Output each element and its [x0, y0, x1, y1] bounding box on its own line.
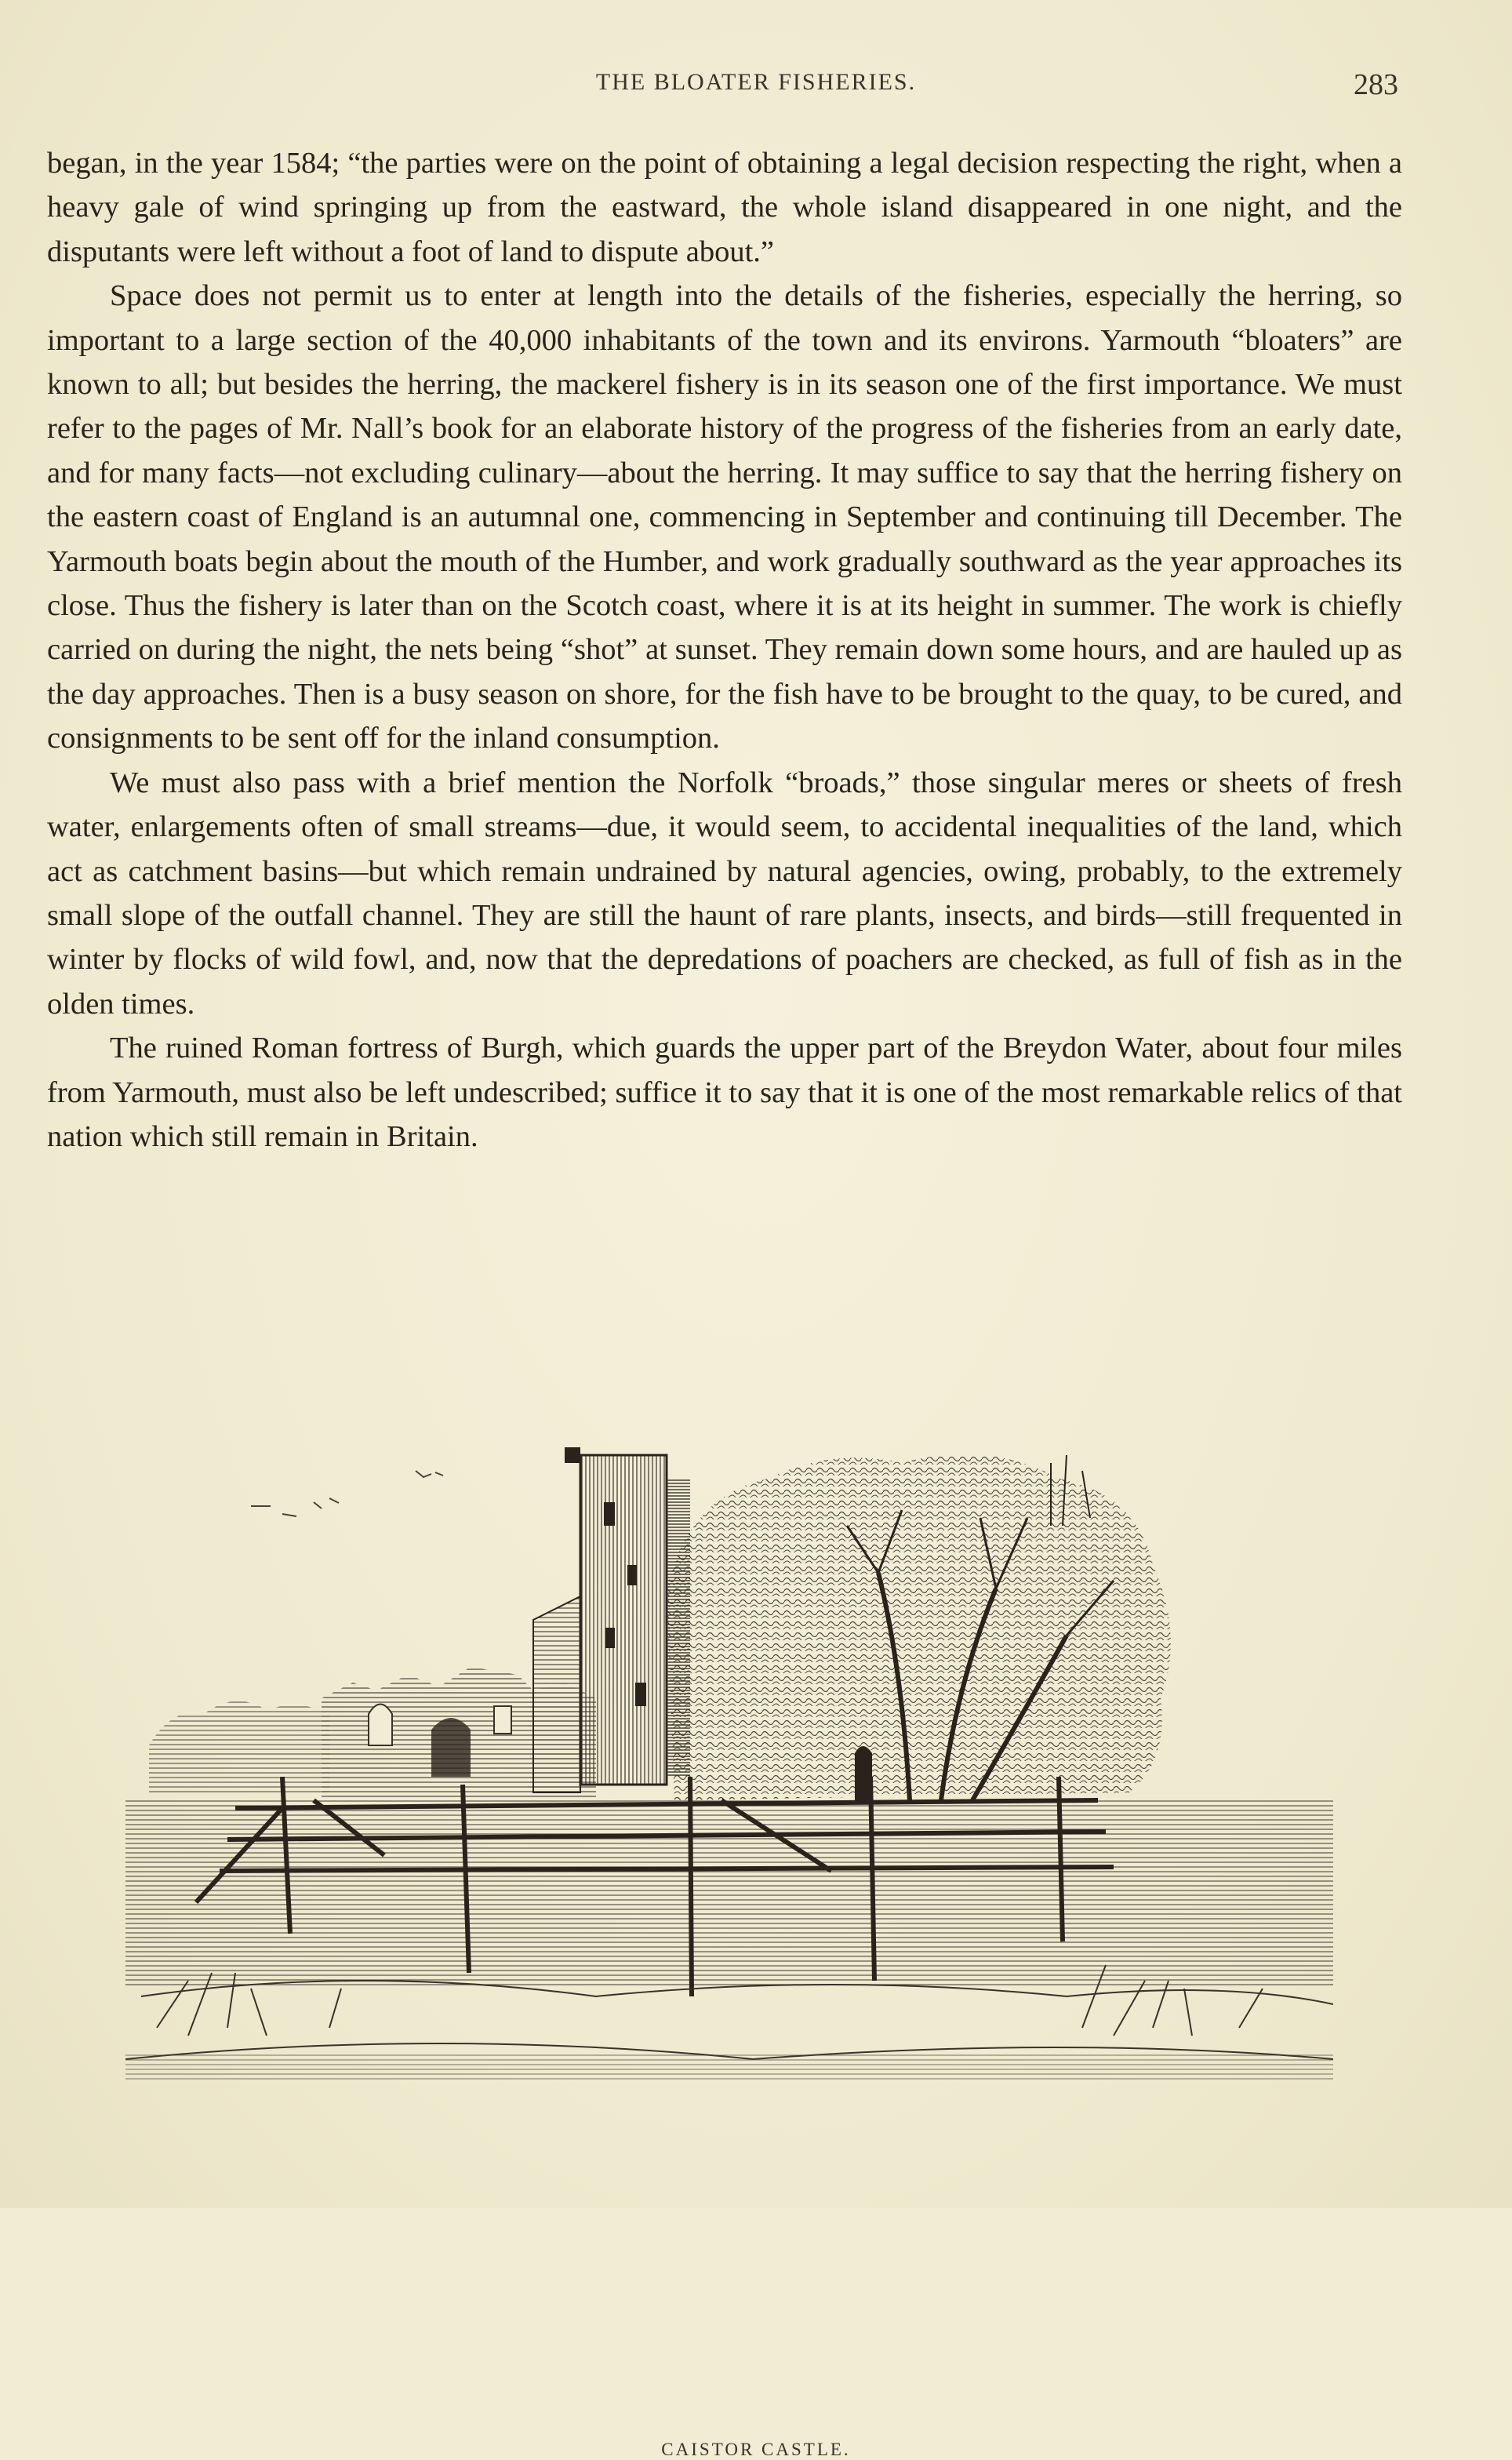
- body-text: [47, 141, 1402, 1159]
- paragraph-1: began, in the year 1584; “the parties were on the point of obtaining a legal decision respecting the right, when a heavy gale of wind springing up from the eastward, the whole island disappeared in one night, and the disputants were left without a foot of land to dispute about.”: [47, 147, 1402, 268]
- engraving-caistor-castle: [125, 1432, 1333, 2424]
- paragraph-4: The ruined Roman fortress of Burgh, which guards the upper part of the Breydon Water, about four miles from Yarmouth, must also be left undescribed; suffice it to say that it is one of the most remarkable relics of that nation which still remain in Britain.: [47, 1032, 1402, 1153]
- paragraph-2: Space does not permit us to enter at length into the details of the fisheries, especially the herring, so important to a large section of the 40,000 inhabitants of the town and its environs. Yarmouth “bloaters” are known to all; but besides the herring, the mackerel fishery is in its season one of the first importance. We must refer to the pages of Mr. Nall’s book for an elaborate history of the progress of the fisheries from an early date, and for many facts—not excluding culinary—about the herring. It may suffice to say that the herring fishery on the eastern coast of England is an autumnal one, commencing in September and continuing till December. The Yarmouth boats begin about the mouth of the Humber, and work gradually southward as the year approaches its close. Thus the fishery is later than on the Scotch coast, where it is at its height in summer. The work is chiefly carried on during the night, the nets being “shot” at sunset. They remain down some hours, and are hauled up as the day approaches. Then is a busy season on shore, for the fish have to be brought to the quay, to be cured, and consignments to be sent off for the inland consumption.: [47, 279, 1402, 755]
- figure-caption: CAISTOR CASTLE.: [661, 2440, 851, 2459]
- castle-engraving-illustration: [125, 1432, 1333, 2424]
- trees-right: [667, 1454, 1171, 1800]
- running-head: THE BLOATER FISHERIES.: [595, 69, 917, 95]
- moat-water: [125, 1800, 1333, 1989]
- birds: [251, 1471, 443, 1516]
- paragraph-3: We must also pass with a brief mention the Norfolk “broads,” those singular meres or sheets of fresh water, enlargements often of small streams—due, it would seem, to accidental inequalities of the land, which act as catchment basins—but which remain undrained by natural agencies, owing, probably, to the extremely small slope of the outfall channel. They are still the haunt of rare plants, insects, and birds—still frequented in winter by flocks of wild fowl, and, now that the depredations of poachers are checked, as full of fish as in the olden times.: [47, 766, 1402, 1021]
- person-figure: [855, 1746, 872, 1800]
- castle-tower: [533, 1447, 690, 1792]
- page-number: 283: [1354, 68, 1398, 101]
